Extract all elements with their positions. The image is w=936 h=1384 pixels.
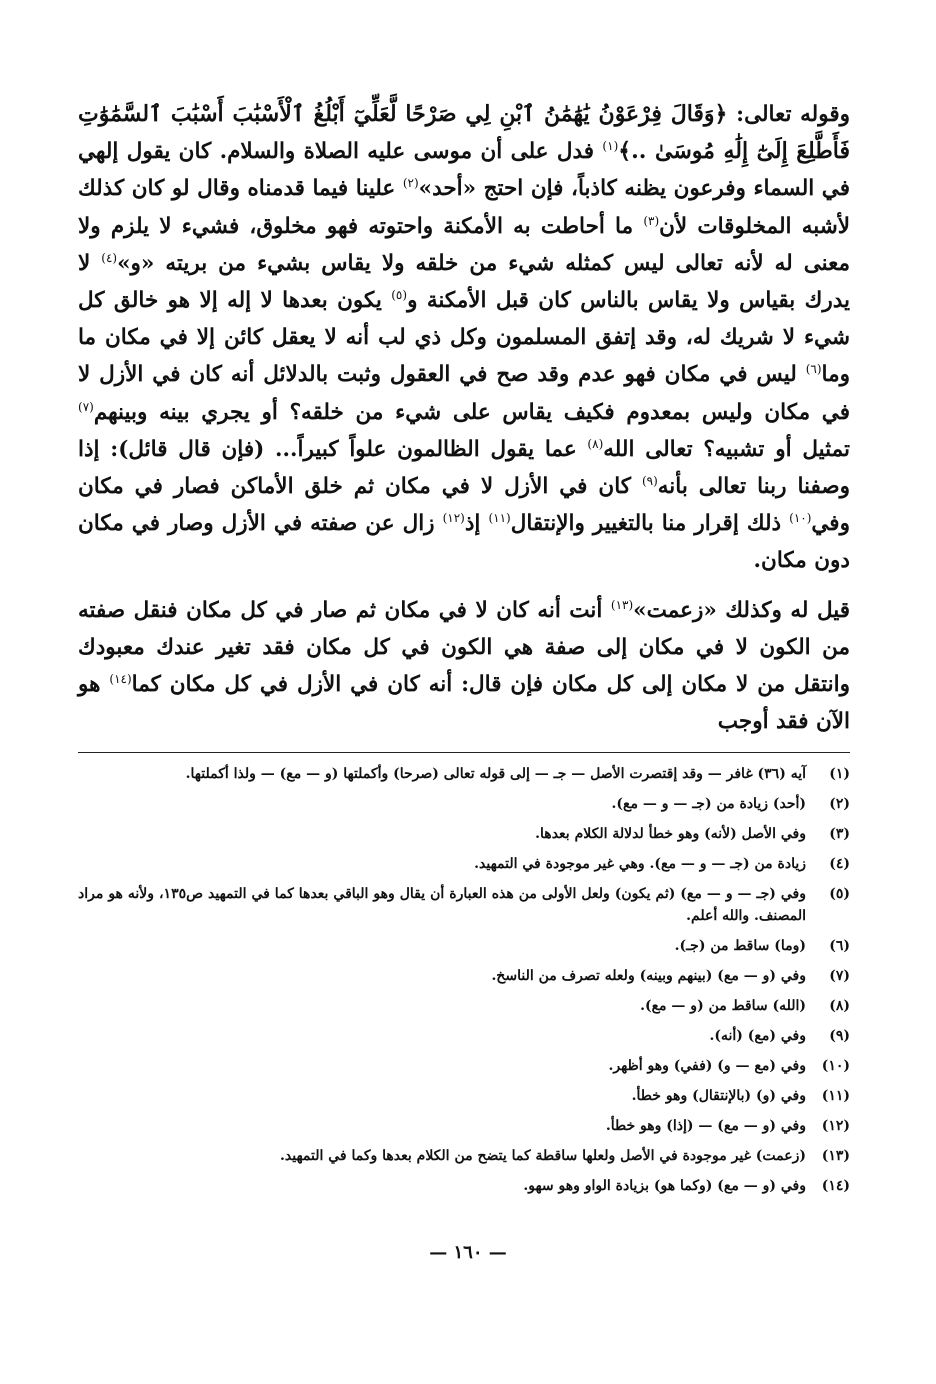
footnote-text: آيه (٣٦) غافر — وقد إقتصرت الأصل — جـ — إلى قوله تعالى (صرحا) وأكملتها (و — مع) — ولذا أكملتها. <box>185 766 806 783</box>
footnote-number: (٢) <box>829 796 850 813</box>
text-segment: زال عن صفته في الأزل وصار في مكان دون مكان. <box>78 511 850 574</box>
footnote-4 <box>78 853 850 875</box>
page-content <box>78 96 850 1205</box>
footnote-number: (٤) <box>829 856 850 873</box>
footnote-text: وفي (مع) (أنه). <box>709 1028 806 1045</box>
footnote-number: (١) <box>829 766 850 783</box>
footnote-9 <box>78 1025 850 1047</box>
paragraph-1 <box>78 96 850 580</box>
text-segment: ما أحاطت به الأمكنة واحتوته فهو مخلوق، فشيء لا يلزم ولا معنى له لأنه تعالى ليس كمثله شيء من خلقه ولا يقاس بشيء من بريته «و» <box>78 213 851 276</box>
footnote-divider <box>78 752 850 753</box>
text-segment: عما يقول الظالمون علواً كبيراً... (فإن قال قائل): إذا وصفنا ربنا تعالى بأنه <box>78 436 850 500</box>
footnote-6 <box>78 935 850 957</box>
footnote-ref-8[interactable]: (٨) <box>587 436 604 451</box>
footnote-2 <box>78 793 850 815</box>
text-segment: هو الآن فقد أوجب <box>78 672 850 735</box>
footnote-ref-12[interactable]: (١٢) <box>442 511 465 526</box>
text-segment: إذ <box>464 511 489 537</box>
text-segment: فدل على أن موسى عليه الصلاة والسلام. كان يقول إلهي في السماء وفرعون يظنه كاذباً، فإن احتج «أحد» <box>78 139 850 202</box>
text-segment: ذلك إقرار منا بالتغيير والإنتقال <box>510 511 790 537</box>
footnote-number: (١١) <box>821 1088 850 1105</box>
footnote-5 <box>78 883 850 927</box>
footnote-text: وفي (مع — و) (ففي) وهو أظهر. <box>608 1058 806 1075</box>
footnote-number: (٦) <box>829 938 850 955</box>
footnote-text: زيادة من (جـ — و — مع). وهي غير موجودة في التمهيد. <box>474 856 806 873</box>
footnote-ref-10[interactable]: (١٠) <box>789 511 812 526</box>
footnote-number: (١٢) <box>821 1118 850 1135</box>
main-text <box>78 96 850 740</box>
footnote-ref-3[interactable]: (٣) <box>643 213 660 228</box>
footnote-text: وفي الأصل (لأنه) وهو خطأ لدلالة الكلام بعدها. <box>535 826 806 843</box>
footnote-14 <box>78 1175 850 1197</box>
footnote-13 <box>78 1145 850 1167</box>
footnote-number: (٩) <box>829 1028 850 1045</box>
paragraph-2 <box>78 592 850 741</box>
footnote-number: (١٤) <box>821 1178 850 1195</box>
footnote-text: وفي (جـ — و — مع) (ثم يكون) ولعل الأولى من هذه العبارة أن يقال وهو الباقي بعدها كما في التمهيد ص١٣٥، ولأنه هو مراد المصنف. والله أعلم. <box>78 886 806 925</box>
text-segment: كان في الأزل لا في مكان ثم خلق الأماكن فصار في مكان وفي <box>78 474 850 537</box>
footnote-number: (١٣) <box>821 1148 850 1165</box>
text-segment: لا يدرك بقياس ولا يقاس بالناس كان قبل الأمكنة و <box>78 250 851 314</box>
footnote-text: (زعمت) غير موجودة في الأصل ولعلها ساقطة كما يتضح من الكلام بعدها وكما في التمهيد. <box>280 1148 806 1165</box>
footnote-ref-7[interactable]: (٧) <box>78 399 94 414</box>
footnote-ref-6[interactable]: (٦) <box>805 362 822 377</box>
footnote-number: (٣) <box>829 826 850 843</box>
footnote-12 <box>78 1115 850 1137</box>
text-segment: تمثيل أو تشبيه؟ تعالى الله <box>603 436 850 462</box>
footnote-number: (٨) <box>829 998 850 1015</box>
text-segment: أنت أنه كان لا في مكان ثم صار في كل مكان فنقل صفته من الكون لا في مكان إلى صفة هي الكون في كل مكان فقد تغير عندك معبودك وانتقل من لا مكان إلى كل مكان فإن قال: أنه كان في الأزل في كل مكان كما <box>78 597 850 698</box>
footnote-text: وفي (و — مع) (وكما هو) بزيادة الواو وهو سهو. <box>523 1178 806 1195</box>
footnotes <box>78 763 850 1197</box>
footnote-1 <box>78 763 850 785</box>
footnote-number: (٧) <box>829 968 850 985</box>
footnote-8 <box>78 995 850 1017</box>
text-segment: ليس في مكان فهو عدم وقد صح في العقول وثبت بالدلائل أنه كان في الأزل لا في مكان وليس بمعدوم فكيف يقاس على شيء من خلقه؟ أو يجري بينه وبينهم <box>78 362 850 425</box>
text-segment: قيل له وكذلك «زعمت» <box>633 597 850 623</box>
footnote-ref-11[interactable]: (١١) <box>488 511 511 526</box>
footnote-3 <box>78 823 850 845</box>
footnote-text: (وما) ساقط من (جـ). <box>674 938 806 955</box>
footnote-ref-13[interactable]: (١٣) <box>610 597 634 612</box>
footnote-ref-9[interactable]: (٩) <box>641 473 658 488</box>
quran-verse: ﴿وَقَالَ فِرْعَوْنُ يَٰهَٰمَٰنُ ٱبْنِ لِي صَرْحًا لَّعَلِّيٓ أَبْلُغُ ٱلْأَسْبَٰبَ أَسْبَٰبَ ٱلسَّمَٰوَٰتِ فَأَطَّلِعَ إِلَىٰٓ إِلَٰهِ مُوسَىٰ ..﴾ <box>78 101 850 165</box>
footnote-ref-14[interactable]: (١٤) <box>109 671 132 686</box>
footnote-10 <box>78 1055 850 1077</box>
footnote-7 <box>78 965 850 987</box>
footnote-ref-5[interactable]: (٥) <box>391 287 408 302</box>
footnote-text: (الله) ساقط من (و — مع). <box>640 998 806 1015</box>
footnote-text: (أحد) زيادة من (جـ — و — مع). <box>611 796 806 813</box>
footnote-ref-4[interactable]: (٤) <box>101 250 118 265</box>
footnote-ref-1[interactable]: (١) <box>602 139 619 154</box>
footnote-number: (١٠) <box>821 1058 850 1075</box>
footnote-text: وفي (و) (بالإنتقال) وهو خطأ. <box>631 1088 806 1105</box>
text-segment: يكون بعدها لا إله إلا هو خالق كل شيء لا شريك له، وقد إتفق المسلمون وكل ذي لب أنه لا يعقل كائن إلا في مكان ما وما <box>78 288 850 388</box>
page-number: — ١٦٠ — <box>429 1242 507 1263</box>
footnote-number: (٥) <box>829 886 850 903</box>
footnote-ref-2[interactable]: (٢) <box>402 176 419 191</box>
lead-text: وقوله تعالى: <box>727 102 850 127</box>
footnote-11 <box>78 1085 850 1107</box>
text-segment: علينا فيما قدمناه وقال لو كان كذلك لأشبه المخلوقات لأن <box>78 176 850 239</box>
footnote-text: وفي (و — مع) (بينهم وبينه) ولعله تصرف من الناسخ. <box>491 968 806 985</box>
footnote-text: وفي (و — مع) — (إذا) وهو خطأ. <box>605 1118 806 1135</box>
